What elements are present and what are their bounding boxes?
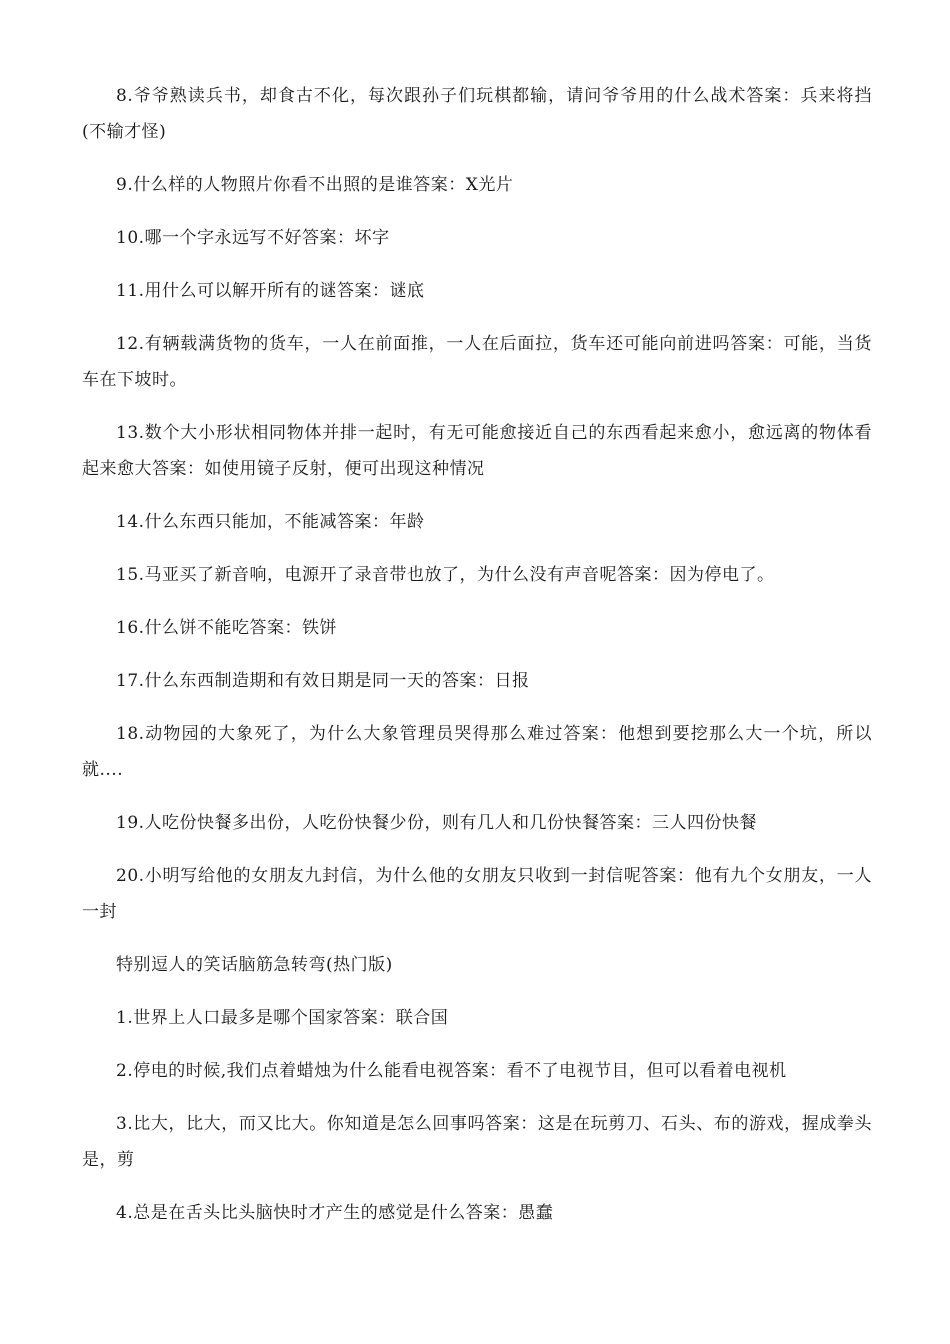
riddle-paragraph-12: 12.有辆载满货物的货车，一人在前面推，一人在后面拉，货车还可能向前进吗答案：可能，当货车在下坡时。	[82, 334, 872, 390]
riddle-paragraph-2: 2.停电的时候,我们点着蜡烛为什么能看电视答案：看不了电视节目，但可以看着电视机	[116, 1061, 787, 1081]
document-body	[82, 78, 872, 1248]
riddle-paragraph-20: 20.小明写给他的女朋友九封信，为什么他的女朋友只收到一封信呢答案：他有九个女朋友，一人一封	[82, 866, 872, 922]
riddle-paragraph-19: 19.人吃份快餐多出份，人吃份快餐少份，则有几人和几份快餐答案：三人四份快餐	[116, 813, 758, 833]
riddle-paragraph-15: 15.马亚买了新音响，电源开了录音带也放了，为什么没有声音呢答案：因为停电了。	[116, 565, 775, 585]
riddle-paragraph-14: 14.什么东西只能加，不能减答案：年龄	[116, 512, 425, 532]
riddle-paragraph-1: 1.世界上人口最多是哪个国家答案：联合国	[116, 1008, 449, 1028]
riddle-paragraph-9: 9.什么样的人物照片你看不出照的是谁答案：X光片	[116, 175, 514, 195]
riddle-paragraph-16: 16.什么饼不能吃答案：铁饼	[116, 618, 338, 638]
riddle-paragraph-8: 8.爷爷熟读兵书，却食古不化，每次跟孙子们玩棋都输，请问爷爷用的什么战术答案：兵来将挡(不输才怪)	[82, 86, 872, 142]
section-heading: 特别逗人的笑话脑筋急转弯(热门版)	[116, 955, 393, 975]
riddle-paragraph-11: 11.用什么可以解开所有的谜答案：谜底	[116, 281, 425, 301]
riddle-paragraph-10: 10.哪一个字永远写不好答案：坏字	[116, 228, 390, 248]
riddle-paragraph-13: 13.数个大小形状相同物体并排一起时，有无可能愈接近自己的东西看起来愈小，愈远离的物体看起来愈大答案：如使用镜子反射，便可出现这种情况	[82, 423, 872, 479]
riddle-paragraph-17: 17.什么东西制造期和有效日期是同一天的答案：日报	[116, 671, 530, 691]
riddle-paragraph-3: 3.比大，比大，而又比大。你知道是怎么回事吗答案：这是在玩剪刀、石头、布的游戏，握成拳头是，剪	[82, 1114, 872, 1170]
riddle-paragraph-18: 18.动物园的大象死了，为什么大象管理员哭得那么难过答案：他想到要挖那么大一个坑，所以就....	[82, 724, 872, 780]
riddle-paragraph-4: 4.总是在舌头比头脑快时才产生的感觉是什么答案：愚蠢	[116, 1203, 554, 1223]
